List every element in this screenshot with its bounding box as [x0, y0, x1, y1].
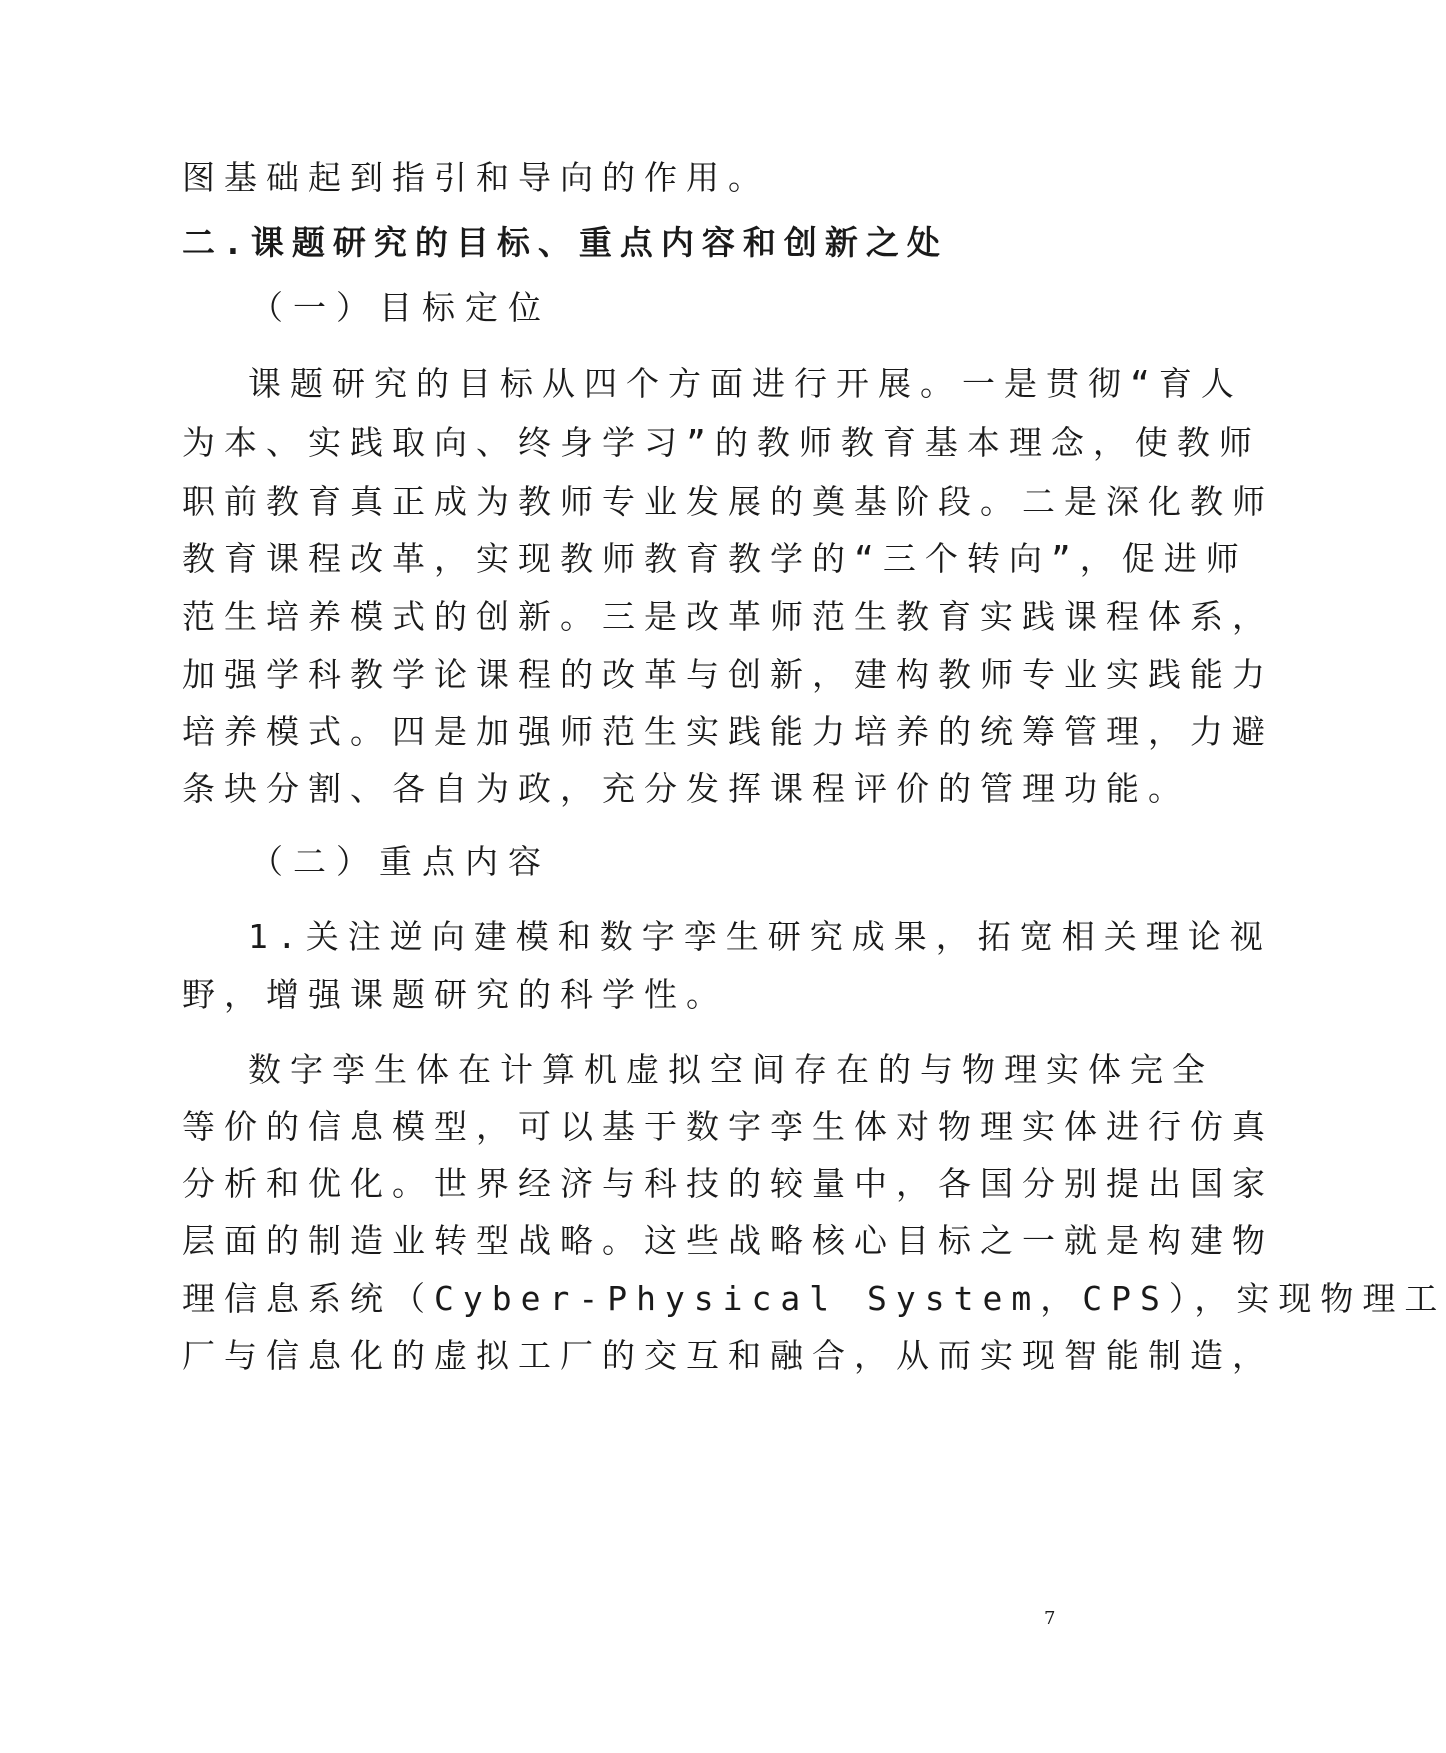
body-line: 为本、实践取向、终身学习”的教师教育基本理念，使教师 [182, 423, 1261, 462]
body-line: 范生培养模式的创新。三是改革师范生教育实践课程体系， [182, 597, 1274, 636]
body-line: 加强学科教学论课程的改革与创新，建构教师专业实践能力 [182, 655, 1274, 694]
subsection-heading: （一）目标定位 [250, 288, 551, 327]
body-line: 分析和优化。世界经济与科技的较量中，各国分别提出国家 [182, 1164, 1274, 1203]
body-line: 条块分割、各自为政，充分发挥课程评价的管理功能。 [182, 769, 1190, 808]
body-line: 数字孪生体在计算机虚拟空间存在的与物理实体完全 [248, 1050, 1214, 1089]
body-line: 图基础起到指引和导向的作用。 [182, 158, 770, 197]
body-line: 课题研究的目标从四个方面进行开展。一是贯彻“育人 [248, 364, 1243, 403]
body-line: 培养模式。四是加强师范生实践能力培养的统筹管理，力避 [182, 712, 1274, 751]
body-line: 野，增强课题研究的科学性。 [182, 975, 728, 1014]
body-line: 理信息系统（Cyber-Physical System，CPS），实现物理工 [182, 1279, 1446, 1318]
body-line: 层面的制造业转型战略。这些战略核心目标之一就是构建物 [182, 1221, 1274, 1260]
page-number: 7 [1044, 1608, 1056, 1629]
body-line: 教育课程改革，实现教师教育教学的“三个转向”，促进师 [182, 539, 1248, 578]
body-line: 1.关注逆向建模和数字孪生研究成果，拓宽相关理论视 [248, 917, 1272, 956]
body-line: 职前教育真正成为教师专业发展的奠基阶段。二是深化教师 [182, 482, 1274, 521]
body-line: 等价的信息模型，可以基于数字孪生体对物理实体进行仿真 [182, 1107, 1274, 1146]
body-line: 厂与信息化的虚拟工厂的交互和融合，从而实现智能制造， [182, 1336, 1274, 1375]
subsection-heading: （二）重点内容 [250, 842, 551, 881]
section-heading: 二.课题研究的目标、重点内容和创新之处 [182, 223, 948, 262]
